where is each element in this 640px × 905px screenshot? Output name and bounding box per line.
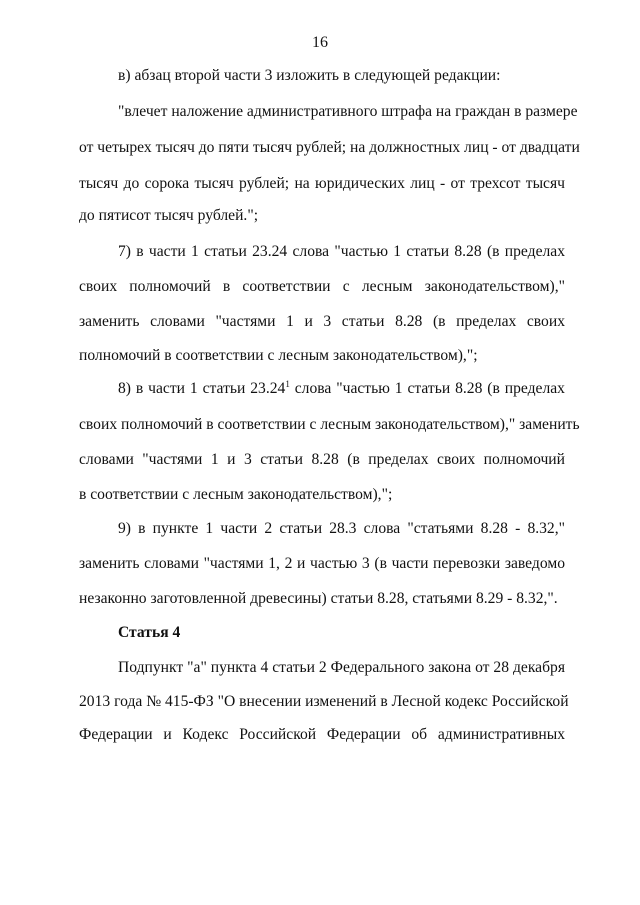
item-8-line-1 — [118, 381, 565, 397]
item-7-line-4: полномочий в соответствии с лесным законодательством),"; — [79, 347, 478, 364]
item-9-line-2: заменить словами "частями 1, 2 и частью 3 (в части перевозки заведомо — [79, 555, 565, 572]
item-9-line-3: незаконно заготовленной древесины) статьи 8.28, статьями 8.29 - 8.32,". — [79, 590, 558, 607]
article-heading: Статья 4 — [118, 624, 181, 641]
item-7-line-1: 7) в части 1 статьи 23.24 слова "частью 1 статьи 8.28 (в пределах — [118, 243, 565, 260]
quote-line-4: до пятисот тысяч рублей."; — [79, 207, 259, 224]
quote-line-2: от четырех тысяч до пяти тысяч рублей; на должностных лиц - от двадцати — [79, 139, 580, 156]
page-number: 16 — [312, 34, 328, 51]
item-8-line-1-end: слова "частью 1 статьи 8.28 (в пределах — [289, 380, 565, 397]
item-8-line-1-start: 8) в части 1 статьи 23.24 — [118, 380, 286, 397]
article-4-line-1: Подпункт "а" пункта 4 статьи 2 Федерального закона от 28 декабря — [118, 659, 565, 676]
item-8-line-4: в соответствии с лесным законодательством),"; — [79, 486, 393, 503]
quote-line-1: "влечет наложение административного штрафа на граждан в размере — [118, 103, 578, 120]
item-9-line-1: 9) в пункте 1 части 2 статьи 28.3 слова "статьями 8.28 - 8.32," — [118, 520, 565, 537]
paragraph-v-line-1: в) абзац второй части 3 изложить в следующей редакции: — [118, 67, 501, 84]
quote-line-3: тысяч до сорока тысяч рублей; на юридических лиц - от трехсот тысяч — [79, 175, 565, 192]
item-7-line-3: заменить словами "частями 1 и 3 статьи 8.28 (в пределах своих — [79, 313, 565, 330]
item-8-line-2: своих полномочий в соответствии с лесным законодательством)," заменить — [79, 416, 580, 433]
article-4-line-3: Федерации и Кодекс Российской Федерации об административных — [79, 726, 565, 743]
article-4-line-2: 2013 года № 415-ФЗ "О внесении изменений в Лесной кодекс Российской — [79, 693, 569, 710]
item-8-line-3: словами "частями 1 и 3 статьи 8.28 (в пределах своих полномочий — [79, 451, 565, 468]
item-7-line-2: своих полномочий в соответствии с лесным законодательством)," — [79, 278, 565, 295]
superscript: 1 — [285, 379, 290, 389]
